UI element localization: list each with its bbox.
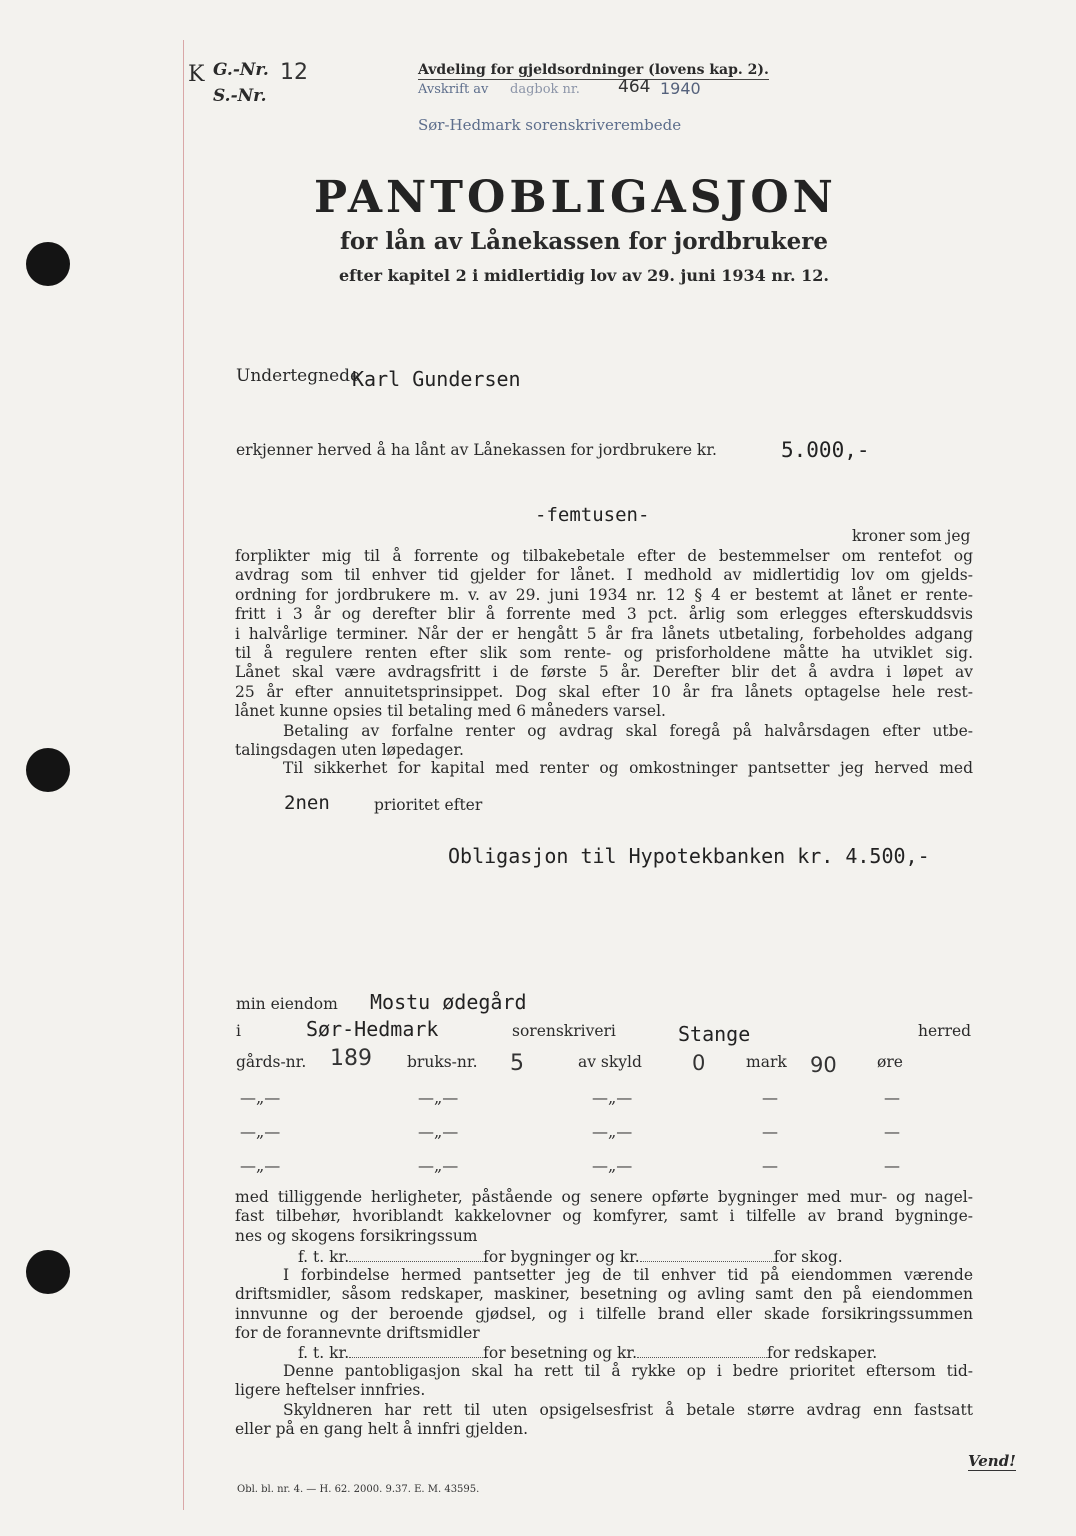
buildings-label: for bygninger og kr. <box>483 1248 640 1266</box>
terms-line: til å regulere renten efter slik som rente- og prisforholdene måtte ha utviklet sig. <box>235 643 973 662</box>
document-subtitle: for lån av Lånekassen for jordbrukere <box>340 228 828 255</box>
appurtenances-line: nes og skogens forsikringssum <box>235 1226 478 1245</box>
document-title: PANTOBLIGASJON <box>314 172 837 223</box>
ditto-mark: —„— <box>418 1156 459 1175</box>
label-bruks-nr: bruks-nr. <box>407 1053 478 1071</box>
debtor-name: Karl Gundersen <box>352 367 521 391</box>
ditto-mark: —„— <box>592 1122 633 1141</box>
ditto-mark: —„— <box>240 1088 281 1107</box>
terms-line: 25 år efter annuitetsprinsippet. Dog skal efter 10 år fra lånets optagelse hele rest- <box>235 682 973 701</box>
appurtenances-line: med tilliggende herligheter, påstående og senere opførte bygninger med mur- og nagel- <box>235 1188 973 1206</box>
equipment-line: I forbindelse hermed pantsetter jeg de til enhver tid på eiendommen værende <box>283 1266 973 1284</box>
terms-line: lånet kunne opsies til betaling med 6 måneders varsel. <box>235 702 666 721</box>
s-nr-label: S.-Nr. <box>213 86 267 106</box>
kroner-line: kroner som jeg <box>852 527 971 545</box>
amount-in-words: -femtusen- <box>535 504 650 526</box>
payment-paragraph <box>235 722 973 761</box>
journal-year: 1940 <box>660 79 701 98</box>
payment-line: talingsdagen uten løpedager. <box>235 741 464 760</box>
forest-label: for skog. <box>773 1248 843 1266</box>
terms-line: fritt i 3 år og derefter blir å forrente med 3 pct. årlig som erlegges efterskuddsvis <box>235 605 973 624</box>
loan-statement: erkjenner herved å ha lånt av Lånekassen for jordbrukere kr. <box>236 441 717 459</box>
printer-imprint: Obl. bl. nr. 4. — H. 62. 2000. 9.37. E. M. 43595. <box>237 1484 480 1495</box>
equipment-line: innvunne og der beroende gjødsel, og i tilfelle brand eller skade forsikringssummen <box>235 1304 973 1323</box>
equipment-paragraph <box>235 1266 973 1344</box>
blank-field <box>349 1249 483 1262</box>
ft-label: f. t. kr. <box>298 1344 350 1362</box>
g-nr-label: G.-Nr. <box>213 60 269 80</box>
ditto-mark: —„— <box>418 1122 459 1141</box>
equipment-line: driftsmidler, såsom redskaper, maskiner, besetning og avling samt den på eiendommen <box>235 1285 973 1304</box>
k-letter: K <box>188 62 205 87</box>
ditto-mark: —„— <box>240 1122 281 1141</box>
loan-amount: 5.000,- <box>781 438 870 462</box>
court-stamp: Sør-Hedmark sorenskriverembede <box>418 116 682 134</box>
livestock-label: for besetning og kr. <box>483 1344 637 1362</box>
ft-label: f. t. kr. <box>298 1248 350 1266</box>
ditto-mark: —„— <box>592 1088 633 1107</box>
label-herred: herred <box>918 1022 972 1040</box>
insurance-equipment-line <box>298 1344 877 1363</box>
ditto-mark: —„— <box>240 1156 281 1175</box>
label-i: i <box>236 1022 241 1040</box>
blank-field <box>349 1345 483 1358</box>
ditto-mark: — <box>884 1156 900 1175</box>
terms-line: ordning for jordbrukere m. v. av 29. juni 1934 nr. 12 § 4 er bestemt at lånet er rente- <box>235 585 973 604</box>
ditto-mark: —„— <box>592 1156 633 1175</box>
priority-label: prioritet efter <box>374 796 483 814</box>
punch-hole-bottom <box>26 1250 70 1294</box>
legal-reference: efter kapitel 2 i midlertidig lov av 29. juni 1934 nr. 12. <box>339 266 829 285</box>
label-skyld: av skyld <box>578 1053 642 1071</box>
debtor-label: Undertegnede <box>236 366 361 386</box>
turn-over-note: Vend! <box>968 1452 1016 1470</box>
appurtenances-line: fast tilbehør, hvoriblandt kakkelovner og komfyrer, samt i tilfelle av brand bygninge- <box>235 1207 973 1226</box>
equipment-line: for de forannevnte driftsmidler <box>235 1324 480 1343</box>
blank-field <box>637 1345 767 1358</box>
priority-clause-line: Denne pantobligasjon skal ha rett til å rykke op i bedre prioritet eftersom tid- <box>283 1362 973 1380</box>
appurtenances-paragraph <box>235 1188 973 1246</box>
ditto-mark: — <box>762 1088 778 1107</box>
label-ore: øre <box>877 1053 903 1071</box>
insurance-buildings-line <box>298 1248 843 1267</box>
district-value: Sør-Hedmark <box>306 1017 439 1041</box>
security-paragraph <box>235 759 973 778</box>
priority-clause-line: ligere heftelser innfries. <box>235 1381 426 1400</box>
g-nr-value: 12 <box>280 60 308 85</box>
ditto-mark: — <box>884 1122 900 1141</box>
journal-number: 464 <box>618 77 651 97</box>
punch-hole-top <box>26 242 70 286</box>
terms-line: i halvårlige terminer. Når der er hengått 5 år fra lånets utbetaling, forbeholdes adgang <box>235 624 973 643</box>
terms-line: avdrag som til enhver tid gjelder for lånet. I medhold av midlertidig lov om gjelds- <box>235 566 973 585</box>
priority-value: 2nen <box>284 792 330 814</box>
ditto-mark: — <box>884 1088 900 1107</box>
terms-paragraph <box>235 547 973 722</box>
margin-line <box>183 40 184 1510</box>
prior-claim: Obligasjon til Hypotekbanken kr. 4.500,- <box>448 844 930 868</box>
skyld-mark-value: 0 <box>692 1051 706 1075</box>
terms-line: forplikter mig til å forrente og tilbakebetale efter de bestemmelser om rentefot og <box>235 547 973 565</box>
payment-line: Betaling av forfalne renter og avdrag skal foregå på halvårsdagen efter utbe- <box>283 722 973 740</box>
label-gards-nr: gårds-nr. <box>236 1053 307 1071</box>
ditto-mark: —„— <box>418 1088 459 1107</box>
property-label: min eiendom <box>236 995 338 1013</box>
stamp-copy-of: Avskrift av <box>418 82 489 97</box>
security-line: Til sikkerhet for kapital med renter og omkostninger pantsetter jeg herved med <box>283 759 973 777</box>
label-mark: mark <box>746 1053 787 1071</box>
punch-hole-middle <box>26 748 70 792</box>
skyld-ore-value: 90 <box>810 1053 837 1077</box>
stamp-journal-no: dagbok nr. <box>510 82 580 97</box>
prepayment-line: eller på en gang helt å innfri gjelden. <box>235 1420 529 1439</box>
department-heading: Avdeling for gjeldsordninger (lovens kap. 2). <box>418 62 769 78</box>
ditto-mark: — <box>762 1122 778 1141</box>
label-sorenskriveri: sorenskriveri <box>512 1022 616 1040</box>
prepayment-paragraph <box>235 1401 973 1440</box>
terms-line: Lånet skal være avdragsfritt i de første 5 år. Derefter blir det å avdra i løpet av <box>235 663 973 682</box>
ditto-mark: — <box>762 1156 778 1175</box>
gards-nr-value: 189 <box>330 1046 372 1071</box>
tools-label: for redskaper. <box>767 1344 878 1362</box>
prepayment-line: Skyldneren har rett til uten opsigelsesfrist å betale større avdrag enn fastsatt <box>283 1401 973 1419</box>
bruks-nr-value: 5 <box>510 1051 524 1076</box>
property-name: Mostu ødegård <box>370 990 527 1014</box>
blank-field <box>640 1249 774 1262</box>
priority-clause-paragraph <box>235 1362 973 1401</box>
herred-value: Stange <box>678 1022 751 1046</box>
